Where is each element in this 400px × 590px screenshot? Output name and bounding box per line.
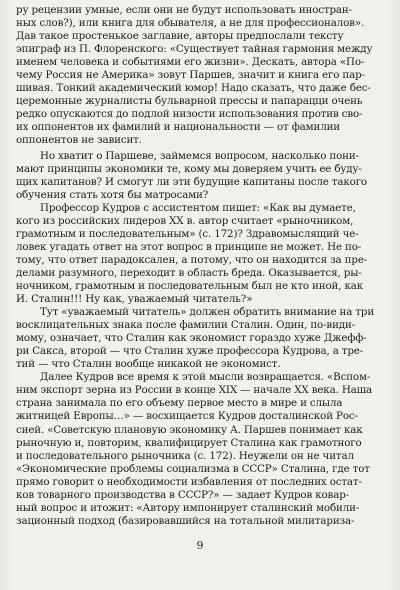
text-line: кого из российских лидеров XX в. автор считает «рыночником, <box>16 214 354 227</box>
text-line: рыночную и, повторим, квалифицирует Сталина как грамотного <box>16 436 362 449</box>
text-line: И. Сталин!!! Ну как, уважаемый читатель?» <box>16 293 253 306</box>
text-line: ный вопрос и итожит: «Автору импонирует сталинский мобили- <box>16 501 360 514</box>
text-line: ловек угадать ответ на этот вопрос в принципе не может. Не по- <box>16 240 362 253</box>
text-line: зационный подход (базировавшийся на тотальной милитариза- <box>16 514 355 527</box>
text-line: мому, означает, что Сталин как экономист гораздо хуже Джефф- <box>16 332 367 345</box>
text-line: именем человека и событиями его жизни». Дескать, автора «По- <box>16 56 365 69</box>
page-body <box>16 4 384 528</box>
text-line: житницей Европы…» — восхищается Кудров досталинской Рос- <box>16 410 358 423</box>
text-line: «Экономические проблемы социализма в СССР» Сталина, где тот <box>16 462 370 475</box>
text-line: Тут «уважаемый читатель» должен обратить внимание на три <box>40 306 375 319</box>
page-number: 9 <box>196 539 204 552</box>
text-line: страна занимала по его объему первое место в мире и слыла <box>16 397 343 410</box>
paragraph-5 <box>16 371 384 528</box>
text-line: шивая. Тонкий академический юмор! Надо сказать, что даже бес- <box>16 82 371 95</box>
text-line: Но хватит о Паршеве, займемся вопросом, насколько пони- <box>40 149 359 162</box>
paragraph-1 <box>16 4 384 148</box>
text-line: редко опускаются до подлой низости использования против сво- <box>16 108 363 121</box>
text-line: ри Сакса, второй — что Сталин хуже профессора Кудрова, а тре- <box>16 345 364 358</box>
text-line: чему Россия не Америка» зовут Паршев, значит и книга его пар- <box>16 69 365 82</box>
text-line: грамотным и последовательным» (с. 172)? Здравомыслящий че- <box>16 227 359 240</box>
text-line: и последовательного рыночника (с. 172). Неужели он не читал <box>16 449 354 462</box>
text-line: эпиграф из П. Флоренского: «Существует тайная гармония между <box>16 43 373 56</box>
text-line: прямо говорит о необходимости избавления от последних остат- <box>16 475 362 488</box>
text-line: церемонные журналисты бульварной прессы и папарацци очень <box>16 95 363 108</box>
text-line: ков товарного производства в СССР?» — задает Кудров ковар- <box>16 488 349 501</box>
text-line: ных слов?), или книга для обывателя, а не для профессионалов». <box>16 17 365 30</box>
text-line: оппонентов не зависит. <box>16 134 142 147</box>
text-line: сией. «Советскую плановую экономику А. Паршев понимает как <box>16 423 363 436</box>
text-line: тому, что ответ парадоксален, а потому, что он находится за пре- <box>16 253 368 266</box>
text-line: тий — что Сталин вообще никакой не экономист. <box>16 358 281 371</box>
paragraph-4 <box>16 306 384 371</box>
text-line: ру рецензии умные, если они не будут использовать иностран- <box>16 4 352 16</box>
text-line: ним экспорт зерна из России в конце XIX — начале XX века. Наша <box>16 384 373 397</box>
text-line: Профессор Кудров с ассистентом пишет: «Как вы думаете, <box>40 201 356 214</box>
text-line: обучения стать хотя бы матросами? <box>16 188 209 201</box>
text-line: ночником, грамотным и последовательным был не кто иной, как <box>16 279 364 292</box>
text-line: щих капитанов? И смогут ли эти будущие капитаны после такого <box>16 175 367 188</box>
text-line: восклицательных знака после фамилии Сталин. Один, по-види- <box>16 319 356 332</box>
text-line: Далее Кудров все время к этой мысли возвращается. «Вспом- <box>40 371 371 384</box>
text-line: их оппонентов их фамилий и национальности — от фамилии <box>16 121 341 134</box>
text-line: Дав такое простенькое заглавие, авторы предпослали тексту <box>16 30 344 43</box>
paragraph-2 <box>16 150 384 202</box>
paragraph-3 <box>16 202 384 306</box>
text-line: мают принципы экономики те, кому мы доверяем учить ее буду- <box>16 162 362 175</box>
text-line: делами разумного, переходит в область бреда. Оказывается, ры- <box>16 266 362 279</box>
